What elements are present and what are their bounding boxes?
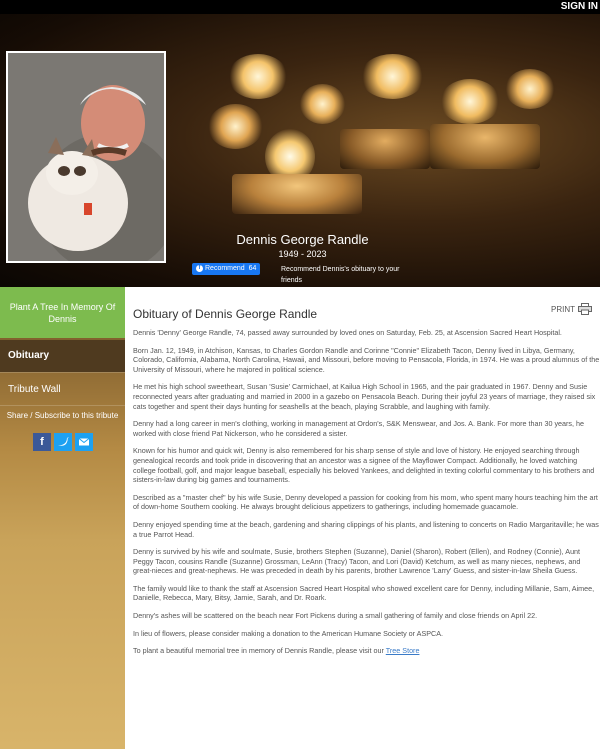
obituary-paragraph: Described as a "master chef" by his wife Susie, Denny developed a passion for cooking from his mom, who spent many hours teaching him the art of down-home Southern cooking. He always brought delicious appetizers to gatherings, including homemade guacamole. [133,492,598,512]
email-icon[interactable] [75,433,93,451]
candle-glow-decoration [300,84,345,124]
facebook-icon[interactable]: f [33,433,51,451]
sidebar-item-obituary[interactable]: Obituary [0,340,125,372]
obituary-paragraph: In lieu of flowers, please consider making a donation to the American Humane Society or ASPCA. [133,628,444,638]
obituary-paragraph: Denny is survived by his wife and soulmate, Susie, brothers Stephen (Suzanne), Daniel (Sharon), Robert (Ellen), and Rodney (Connie), Aunt Peggy Tacon, cousins Randle (Suzanne) Grossman, LeAnn (Tracy) Tacon, and Lori (David) Ketchum, as well as many nieces, nephews, and great-nieces and great-nephews. He was preceded in death by his parents, brother Lawrence 'Larry' Guess, and sister-in-law Sheila Guess. [133,547,581,576]
obituary-paragraph: Known for his humor and quick wit, Denny is also remembered for his sharp sense of style and love of history. He enjoyed searching through genealogical records and took pride in discovering that an ancestor was a signee of the Mayflower Compact. Additionally, he loved watching college football, golf, and major league baseball, especially his beloved Yankees, and delighted in texting colorful commentary to his brothers and sisters-in-law during big games and tournaments. [133,446,595,485]
tree-store-prefix: To plant a beautiful memorial tree in memory of Dennis Randle, please visit our [133,646,384,656]
tree-store-link[interactable]: Tree Store [385,646,420,656]
share-subscribe-label: Share / Subscribe to this tribute [6,411,119,420]
sign-in-link[interactable]: SIGN IN [560,1,598,12]
print-button[interactable] [551,303,592,315]
obituary-paragraph: Dennis 'Denny' George Randle, 74, passed away surrounded by loved ones on Saturday, Feb. 25, at Ascension Sacred Heart Hospital. [133,328,562,337]
facebook-recommend-button[interactable] [192,263,260,275]
obituary-title: Obituary of Dennis George Randle [133,307,318,321]
candle-decoration [430,124,540,169]
obituary-content [125,287,600,749]
candle-glow-decoration [208,104,263,149]
recommend-text: Recommend Dennis's obituary to your friends [281,266,400,284]
obituary-body [133,328,600,664]
candle-decoration [232,174,362,214]
plant-tree-label: Plant A Tree In Memory Of Dennis [9,301,116,324]
share-icons [33,433,93,451]
top-bar [0,0,600,14]
printer-icon [578,303,592,315]
obituary-paragraph: Denny had a long career in men's clothing, working in management at Ordon's, S&K Menswear, and Jos. A. Bank. For more than 30 years, he worked with close friend Pat Nickerson, who he considered a sister. [133,419,585,438]
candle-glow-decoration [228,54,288,99]
deceased-name: Dennis George Randle [236,232,369,247]
recommend-count: 64 [248,265,257,272]
twitter-icon[interactable] [54,433,72,451]
hero-banner [0,14,600,287]
candle-glow-decoration [360,54,425,99]
obituary-paragraph: Denny enjoyed spending time at the beach, gardening and sharing clippings of his plants, and listening to concerts on Radio Margaritaville; he was a true Parrot Head. [133,519,599,539]
recommend-label: Recommend [205,265,245,272]
life-years: 1949 - 2023 [278,249,327,259]
tree-store-paragraph [133,646,600,656]
obituary-paragraph: He met his high school sweetheart, Susan 'Susie' Carmichael, at Kailua High School in 1965, and the pair graduated in 1967. Denny and Susie reconnected years after graduating and married in 2000 in a gazebo on Pensacola Beach. During their joyful 23 years of marriage, they raised six cats together and spent their days hunting for seashells at the beach, playing Scrabble, and laughing with family. [133,382,596,411]
portrait-photo [6,51,166,263]
obituary-paragraph: The family would like to thank the staff at Ascension Sacred Heart Hospital who showed excellent care for Denny, including Millanie, Sam, Aimee, Danielle, Rebecca, Mary, Bitsy, Jamie, Sarah, and Dr. Roark. [133,583,595,603]
facebook-icon: f [196,265,203,272]
sidebar-item-tribute-wall[interactable]: Tribute Wall [0,372,125,406]
obituary-paragraph: Born Jan. 12, 1949, in Atchison, Kansas, to Charles Gordon Randle and Corinne "Connie" Elizabeth Tacon, Denny lived in Libya, Germany, Colorado, California, Alabama, North Carolina, Hawaii, and Missouri, before moving to Pensacola, Florida, in 1974. He was a proud alumnus of the University of Missouri, where he majored in political science. [133,345,600,374]
candle-glow-decoration [440,79,500,124]
candle-decoration [340,129,430,169]
obituary-paragraph: Denny's ashes will be scattered on the beach near Fort Pickens during a small gathering of family and close friends on April 22. [133,611,538,621]
plant-tree-button[interactable] [0,287,125,338]
sidebar [0,287,125,749]
candle-glow-decoration [505,69,555,109]
print-label: PRINT [551,304,575,314]
